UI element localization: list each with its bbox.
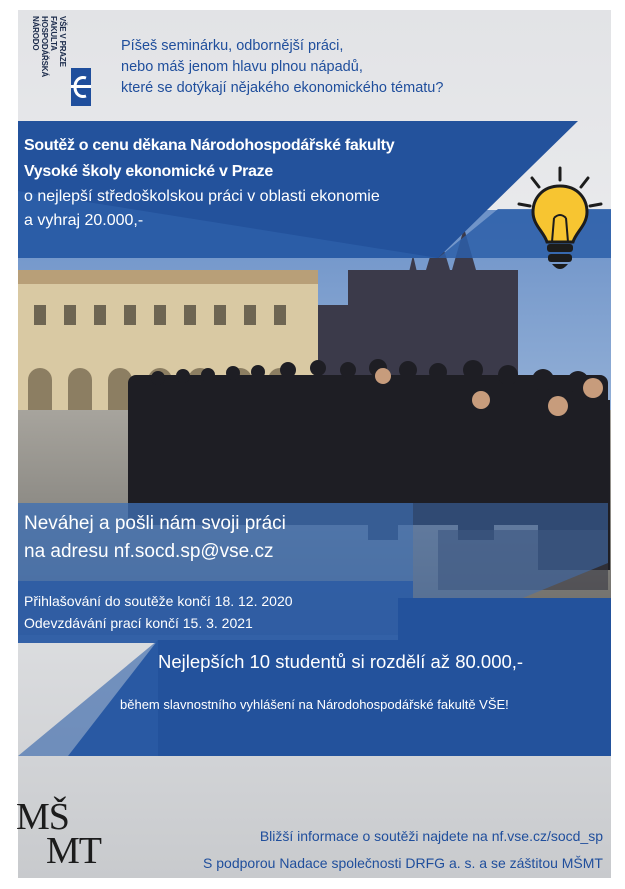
title-line-1: Soutěž o cenu děkana Národohospodářské fakulty: [24, 137, 395, 154]
logo-line-1: NÁRODO: [31, 16, 40, 51]
logo-line-4: VŠE V PRAZE: [58, 16, 67, 67]
submit-email: na adresu nf.socd.sp@vse.cz: [24, 541, 274, 562]
prize-subline: během slavnostního vyhlášení na Národohospodářské fakultě VŠE!: [120, 697, 509, 712]
title-line-3: o nejlepší středoškolskou práci v oblasti ekonomie: [24, 188, 380, 205]
prize-headline: Nejlepších 10 studentů si rozdělí až 80.000,-: [158, 651, 524, 672]
msmt-logo: [16, 796, 126, 872]
light-bulb-icon: [516, 166, 604, 276]
deadline-registration: Přihlašování do soutěže končí 18. 12. 2020: [24, 593, 293, 609]
intro-line-2: nebo máš jenom hlavu plnou nápadů,: [121, 59, 363, 75]
logo-line-2: HOSPODÁŘSKÁ: [40, 16, 49, 77]
faculty-logo-text: [30, 16, 76, 108]
logo-line-3: FAKULTA: [49, 16, 58, 51]
intro-question: [121, 36, 561, 99]
submit-line-1: Neváhej a pošli nám svoji práci: [24, 513, 286, 534]
faculty-logo-mark: [71, 68, 91, 106]
footer-info: Bližší informace o soutěži najdete na nf.vse.cz/socd_sp: [259, 828, 603, 844]
title-block: [24, 133, 504, 233]
msmt-logo-line-1: MŠ: [16, 796, 69, 838]
intro-line-1: Píšeš seminárku, odbornější práci,: [121, 38, 344, 54]
prize-band: [18, 598, 611, 756]
title-line-4: a vyhraj 20.000,-: [24, 212, 144, 229]
intro-line-3: které se dotýkají nějakého ekonomického tématu?: [121, 80, 444, 96]
msmt-logo-line-2: MT: [46, 830, 101, 872]
deadline-submission: Odevzdávání prací končí 15. 3. 2021: [24, 615, 253, 631]
footer-support: S podporou Nadace společnosti DRFG a. s. a se záštitou MŠMT: [203, 855, 603, 871]
title-line-2: Vysoké školy ekonomické v Praze: [24, 163, 273, 180]
faculty-logo: [30, 16, 92, 108]
